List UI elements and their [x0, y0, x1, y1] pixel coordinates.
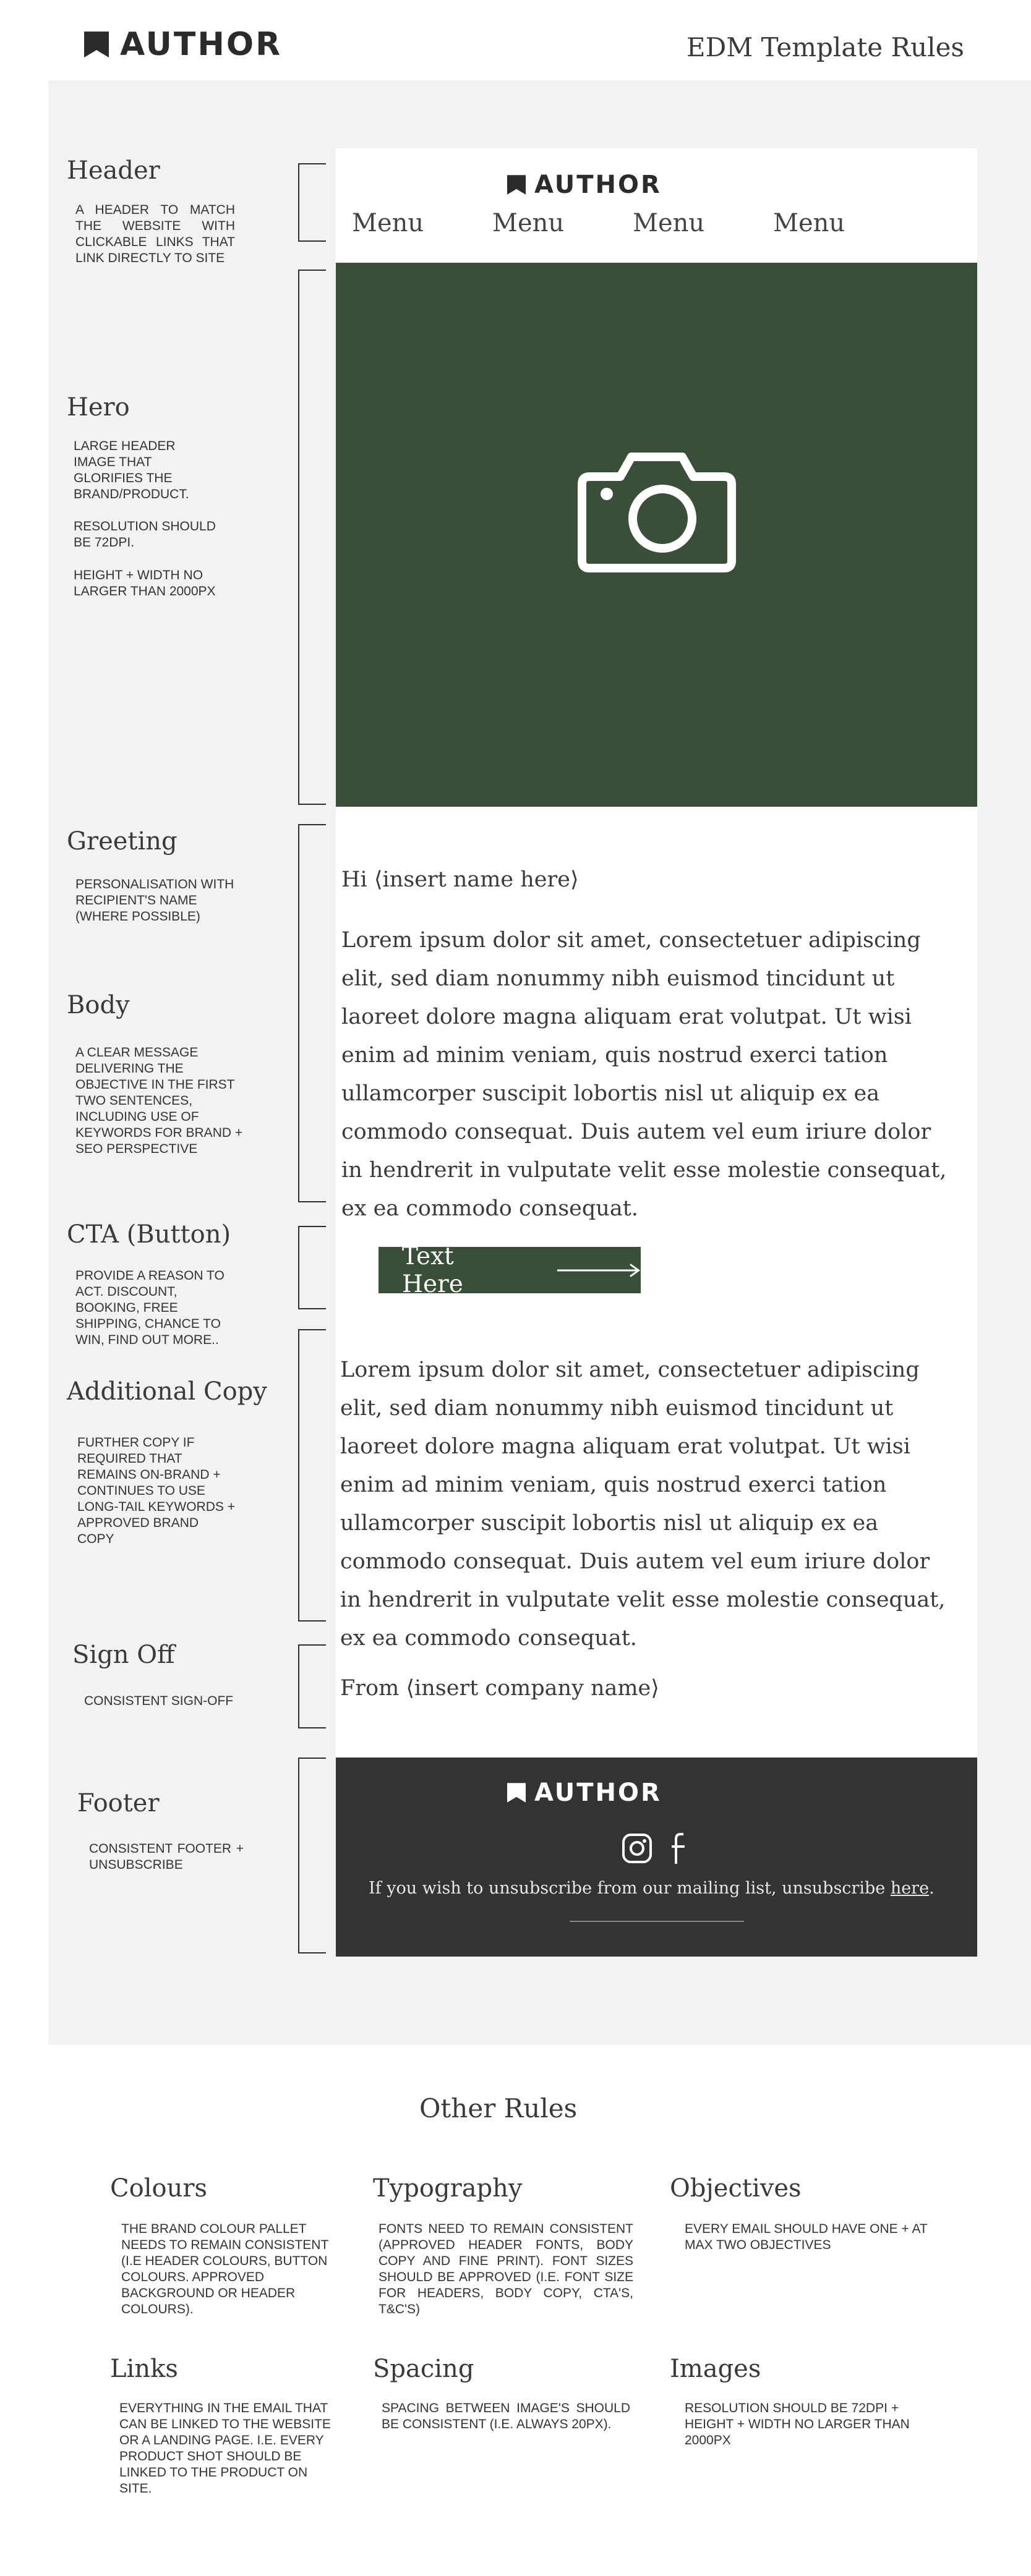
page-title: EDM Template Rules [686, 32, 964, 62]
rule-title-spacing: Spacing [373, 2355, 474, 2383]
email-menu-item-4[interactable]: Menu [773, 209, 845, 237]
bracket-footer [298, 1758, 326, 1953]
bracket-additional [298, 1329, 326, 1622]
section-desc-hero-1: LARGE HEADER IMAGE THAT GLORIFIES THE BRAND/PRODUCT. [74, 439, 189, 501]
unsubscribe-period: . [929, 1879, 935, 1898]
rule-title-images: Images [670, 2355, 761, 2383]
section-title-cta: CTA (Button) [67, 1220, 231, 1249]
footer-logo[interactable] [507, 1779, 662, 1807]
cta-button[interactable] [379, 1242, 641, 1298]
section-title-greeting: Greeting [67, 827, 178, 856]
unsubscribe-text [369, 1879, 935, 1898]
section-title-header: Header [67, 156, 160, 185]
additional-line: Lorem ipsum dolor sit amet, consectetuer adipiscing [340, 1358, 920, 1382]
cta-label: Text Here [402, 1242, 463, 1298]
additional-line: enim ad minim veniam, quis nostrud exerci tation [340, 1473, 887, 1497]
bracket-hero [298, 270, 326, 805]
greeting-text: Hi ⟨insert name here⟩ [341, 867, 579, 892]
bookmark-icon [84, 32, 109, 57]
section-desc-footer: CONSISTENT FOOTER + UNSUBSCRIBE [89, 1842, 244, 1872]
body-line: ullamcorper suscipit lobortis nisl ut aliquip ex ea [341, 1081, 880, 1106]
bookmark-icon [507, 175, 526, 195]
unsubscribe-message: If you wish to unsubscribe from our mailing list, unsubscribe [369, 1879, 891, 1898]
section-title-additional: Additional Copy [67, 1377, 267, 1406]
email-menu-item-2[interactable]: Menu [492, 209, 565, 237]
facebook-icon[interactable] [670, 1832, 688, 1865]
section-title-hero: Hero [67, 393, 130, 422]
section-title-signoff: Sign Off [72, 1641, 175, 1669]
rule-title-colours: Colours [110, 2174, 207, 2203]
top-logo [84, 26, 282, 63]
additional-line: in hendrerit in vulputate velit esse molestie consequat, [340, 1588, 946, 1612]
rule-title-objectives: Objectives [670, 2174, 802, 2203]
body-line: elit, sed diam nonummy nibh euismod tincidunt ut [341, 966, 895, 991]
bracket-signoff [298, 1644, 326, 1728]
hero-image[interactable] [336, 263, 977, 807]
body-line: commodo consequat. Duis autem vel eum iriure dolor [341, 1120, 931, 1144]
additional-copy [340, 1351, 945, 1657]
other-rules-title: Other Rules [419, 2093, 578, 2123]
additional-line: ullamcorper suscipit lobortis nisl ut aliquip ex ea [340, 1511, 879, 1536]
rule-title-links: Links [110, 2355, 178, 2383]
section-desc-header: A HEADER TO MATCH THE WEBSITE WITH CLICKABLE LINKS THAT LINK DIRECTLY TO SITE [75, 203, 235, 265]
additional-line: elit, sed diam nonummy nibh euismod tincidunt ut [340, 1396, 894, 1421]
additional-line: commodo consequat. Duis autem vel eum iriure dolor [340, 1549, 930, 1574]
section-desc-additional: FURTHER COPY IF REQUIRED THAT REMAINS ON-BRAND + CONTINUES TO USE LONG-TAIL KEYWORDS + APPROVED BRAND COPY [77, 1435, 235, 1546]
unsubscribe-link[interactable]: here [890, 1879, 930, 1898]
camera-icon [577, 446, 737, 576]
email-menu-item-3[interactable]: Menu [633, 209, 705, 237]
rule-title-typography: Typography [373, 2174, 523, 2203]
bracket-greeting-body [298, 824, 326, 1202]
section-desc-body: A CLEAR MESSAGE DELIVERING THE OBJECTIVE IN THE FIRST TWO SENTENCES, INCLUDING USE OF KEYWORDS FOR BRAND + SEO PERSPECTIVE [75, 1045, 243, 1156]
signoff-text: From ⟨insert company name⟩ [340, 1676, 659, 1701]
footer-divider [570, 1921, 744, 1922]
body-line: in hendrerit in vulputate velit esse molestie consequat, [341, 1158, 947, 1183]
instagram-icon[interactable] [622, 1833, 652, 1864]
bracket-cta [298, 1226, 326, 1309]
additional-line: ex ea commodo consequat. [340, 1626, 637, 1651]
body-copy [341, 921, 946, 1228]
logo-text: AUTHOR [120, 26, 283, 63]
section-desc-hero-3: HEIGHT + WIDTH NO LARGER THAN 2000PX [74, 568, 216, 598]
section-title-footer: Footer [77, 1789, 160, 1817]
bookmark-icon [507, 1783, 526, 1803]
body-line: ex ea commodo consequat. [341, 1196, 638, 1221]
email-header [336, 148, 977, 263]
body-line: enim ad minim veniam, quis nostrud exerci tation [341, 1043, 888, 1068]
email-menu-item-1[interactable]: Menu [352, 209, 424, 237]
rule-desc-colours: THE BRAND COLOUR PALLET NEEDS TO REMAIN CONSISTENT (I.E HEADER COLOURS, BUTTON COLOURS. APPROVED BACKGROUND OR HEADER COLOURS). [121, 2222, 328, 2316]
section-title-body: Body [67, 991, 130, 1019]
email-logo[interactable] [507, 171, 662, 199]
section-desc-greeting: PERSONALISATION WITH RECIPIENT'S NAME (WHERE POSSIBLE) [75, 877, 234, 924]
rule-desc-links: EVERYTHING IN THE EMAIL THAT CAN BE LINKED TO THE WEBSITE OR A LANDING PAGE. I.E. EVERY PRODUCT SHOT SHOULD BE LINKED TO THE PRODUCT ON SITE. [119, 2401, 331, 2496]
body-line: laoreet dolore magna aliquam erat volutpat. Ut wisi [341, 1005, 912, 1029]
email-logo-text: AUTHOR [534, 171, 662, 199]
body-line: Lorem ipsum dolor sit amet, consectetuer adipiscing [341, 928, 921, 953]
footer-logo-text: AUTHOR [534, 1779, 662, 1807]
section-desc-cta: PROVIDE A REASON TO ACT. DISCOUNT, BOOKING, FREE SHIPPING, CHANCE TO WIN, FIND OUT MORE.. [75, 1269, 225, 1347]
rule-desc-images: RESOLUTION SHOULD BE 72DPI + HEIGHT + WIDTH NO LARGER THAN 2000PX [685, 2401, 910, 2447]
section-desc-signoff: CONSISTENT SIGN-OFF [84, 1694, 234, 1708]
bracket-header [298, 163, 326, 242]
email-footer [336, 1758, 977, 1957]
rule-desc-objectives: EVERY EMAIL SHOULD HAVE ONE + AT MAX TWO OBJECTIVES [685, 2222, 928, 2252]
rule-desc-typography: FONTS NEED TO REMAIN CONSISTENT (APPROVED HEADER FONTS, BODY COPY AND FINE PRINT). FONT SIZES SHOULD BE APPROVED (I.E. FONT SIZE FOR HEADERS, BODY COPY, CTA'S, T&C'S) [379, 2222, 633, 2316]
additional-line: laoreet dolore magna aliquam erat volutpat. Ut wisi [340, 1434, 910, 1459]
section-desc-hero-2: RESOLUTION SHOULD BE 72DPI. [74, 519, 216, 550]
rule-desc-spacing: SPACING BETWEEN IMAGE'S SHOULD BE CONSISTENT (I.E. ALWAYS 20PX). [382, 2401, 630, 2431]
arrow-right-icon [556, 1263, 641, 1278]
